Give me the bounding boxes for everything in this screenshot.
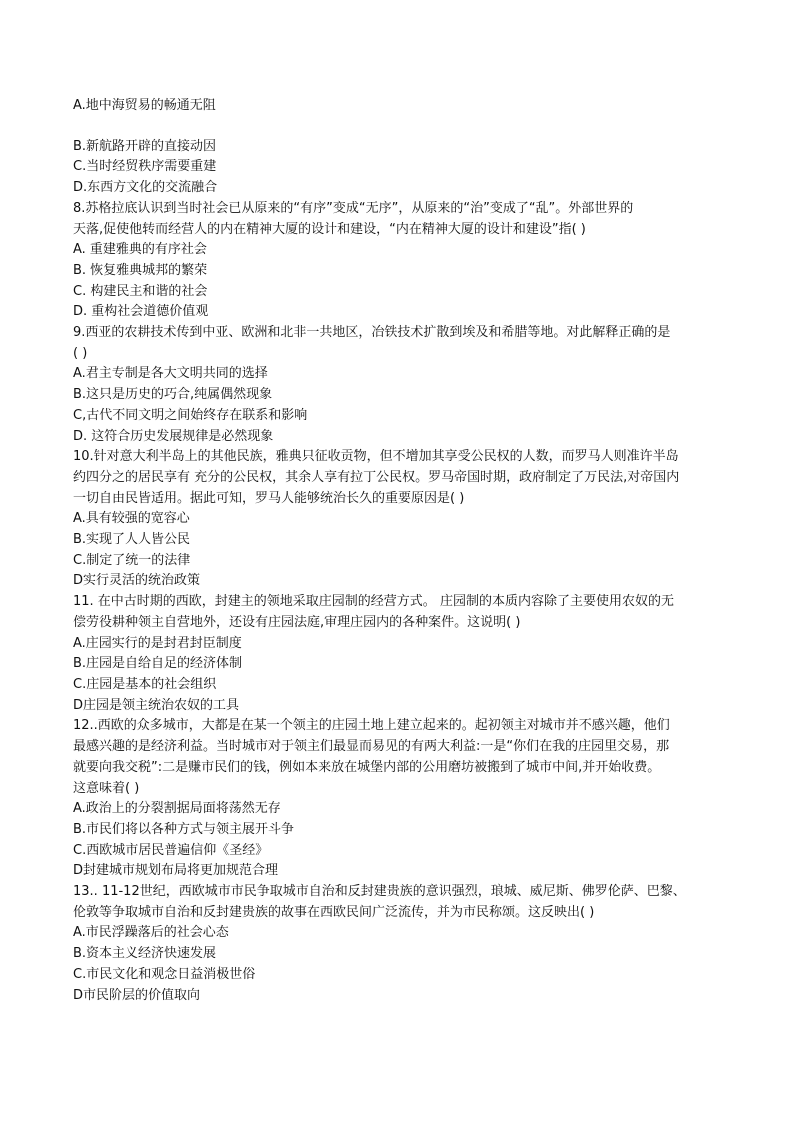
q8-option-b: B. 恢复雅典城邦的繁荣: [73, 262, 208, 278]
q12-stem: 这意味着( ): [73, 780, 140, 796]
spacer: [73, 117, 725, 137]
q11-option-c: C.庄园是基本的社会组织: [73, 676, 217, 692]
q9-stem: 9.西亚的农耕技术传到中亚、欧洲和北非一共地区，冶铁技术扩散到埃及和希腊等地。对此解释正确的是: [73, 325, 671, 341]
q12-stem: 12..西欧的众多城市，大都是在某一个领主的庄园土地上建立起来的。起初领主对城市并不感兴趣，他们: [73, 718, 670, 734]
q10-stem: 约四分之的居民享有 充分的公民权，其余人享有拉丁公民权。罗马帝国时期，政府制定了万民法,对帝国内: [73, 469, 680, 485]
q8-option-d: D. 重构社会道德价值观: [73, 304, 209, 320]
question-list: [73, 96, 725, 1006]
q9-stem: ( ): [73, 345, 88, 361]
q13-option-b: B.资本主义经济快速发展: [73, 946, 217, 962]
q13-option-d: D市民阶层的价值取向: [73, 987, 201, 1003]
q12-option-a: A.政治上的分裂割据局面将荡然无存: [73, 801, 281, 817]
q10-option-d: D实行灵活的统治政策: [73, 573, 201, 589]
q9-option-c: C,古代不同文明之间始终存在联系和影响: [73, 407, 308, 423]
q7-option-c: C.当时经贸秩序需要重建: [73, 159, 217, 175]
q9-option-b: B.这只是历史的巧合,纯属偶然现象: [73, 387, 273, 403]
q13-option-c: C.市民文化和观念日益消极世俗: [73, 966, 256, 982]
q7-option-d: D.东西方文化的交流融合: [73, 180, 218, 196]
q13-stem: 伦敦等争取城市自治和反封建贵族的故事在西欧民间广泛流传，并为市民称颂。这反映出( ): [73, 904, 595, 920]
q9-option-d: D. 这符合历史发展规律是必然现象: [73, 428, 274, 444]
q13-stem: 13.. 11-12世纪，西欧城市市民争取城市自治和反封建贵族的意识强烈，琅城、威尼斯、佛罗伦萨、巴黎、: [73, 884, 686, 900]
q7-option-b: B.新航路开辟的直接动因: [73, 138, 217, 154]
q12-option-d: D封建城市规划布局将更加规范合理: [73, 863, 279, 879]
q8-stem: 天落,促使他转而经营人的内在精神大厦的设计和建设，“内在精神大厦的设计和建设”指( ): [73, 221, 586, 237]
q12-stem: 最感兴趣的是经济利益。当时城市对于领主们最显而易见的有两大利益:一是“你们在我的庄园里交易，那: [73, 739, 670, 755]
q11-option-a: A.庄园实行的是封君封臣制度: [73, 635, 242, 651]
q10-option-a: A.具有较强的宽容心: [73, 511, 190, 527]
q10-stem: 10.针对意大利半岛上的其他民族，雅典只征收贡物，但不增加其享受公民权的人数，而罗马人则准许半岛: [73, 449, 679, 465]
q12-option-b: B.市民们将以各种方式与领主展开斗争: [73, 821, 295, 837]
q10-stem: 一切自由民皆适用。据此可知，罗马人能够统治长久的重要原因是( ): [73, 490, 465, 506]
q11-stem: 11. 在中古时期的西欧，封建主的领地采取庄园制的经营方式。 庄园制的本质内容除了主要使用农奴的无: [73, 594, 674, 610]
q8-option-a: A. 重建雅典的有序社会: [73, 242, 207, 258]
q12-option-c: C.西欧城市居民普遍信仰《圣经》: [73, 842, 269, 858]
q7-option-a: A.地中海贸易的畅通无阻: [73, 98, 216, 113]
q10-option-c: C.制定了统一的法律: [73, 552, 191, 568]
q11-option-d: D庄园是领主统治农奴的工具: [73, 697, 240, 713]
q11-stem: 偿劳役耕种领主自营地外，还设有庄园法庭,审理庄园内的各种案件。这说明( ): [73, 614, 521, 630]
q12-stem: 就要向我交税”:二是赚市民们的钱，例如本来放在城堡内部的公用磨坊被搬到了城市中间,并开始收费。: [73, 759, 661, 775]
q13-option-a: A.市民浮躁落后的社会心态: [73, 925, 229, 941]
q11-option-b: B.庄园是自给自足的经济体制: [73, 656, 243, 672]
q10-option-b: B.实现了人人皆公民: [73, 532, 191, 548]
q8-stem: 8.苏格拉底认识到当时社会已从原来的“有序”变成“无序”，从原来的“治”变成了“乱”。外部世界的: [73, 200, 634, 216]
q8-option-c: C. 构建民主和谐的社会: [73, 283, 208, 299]
q9-option-a: A.君主专制是各大文明共同的选择: [73, 366, 268, 382]
